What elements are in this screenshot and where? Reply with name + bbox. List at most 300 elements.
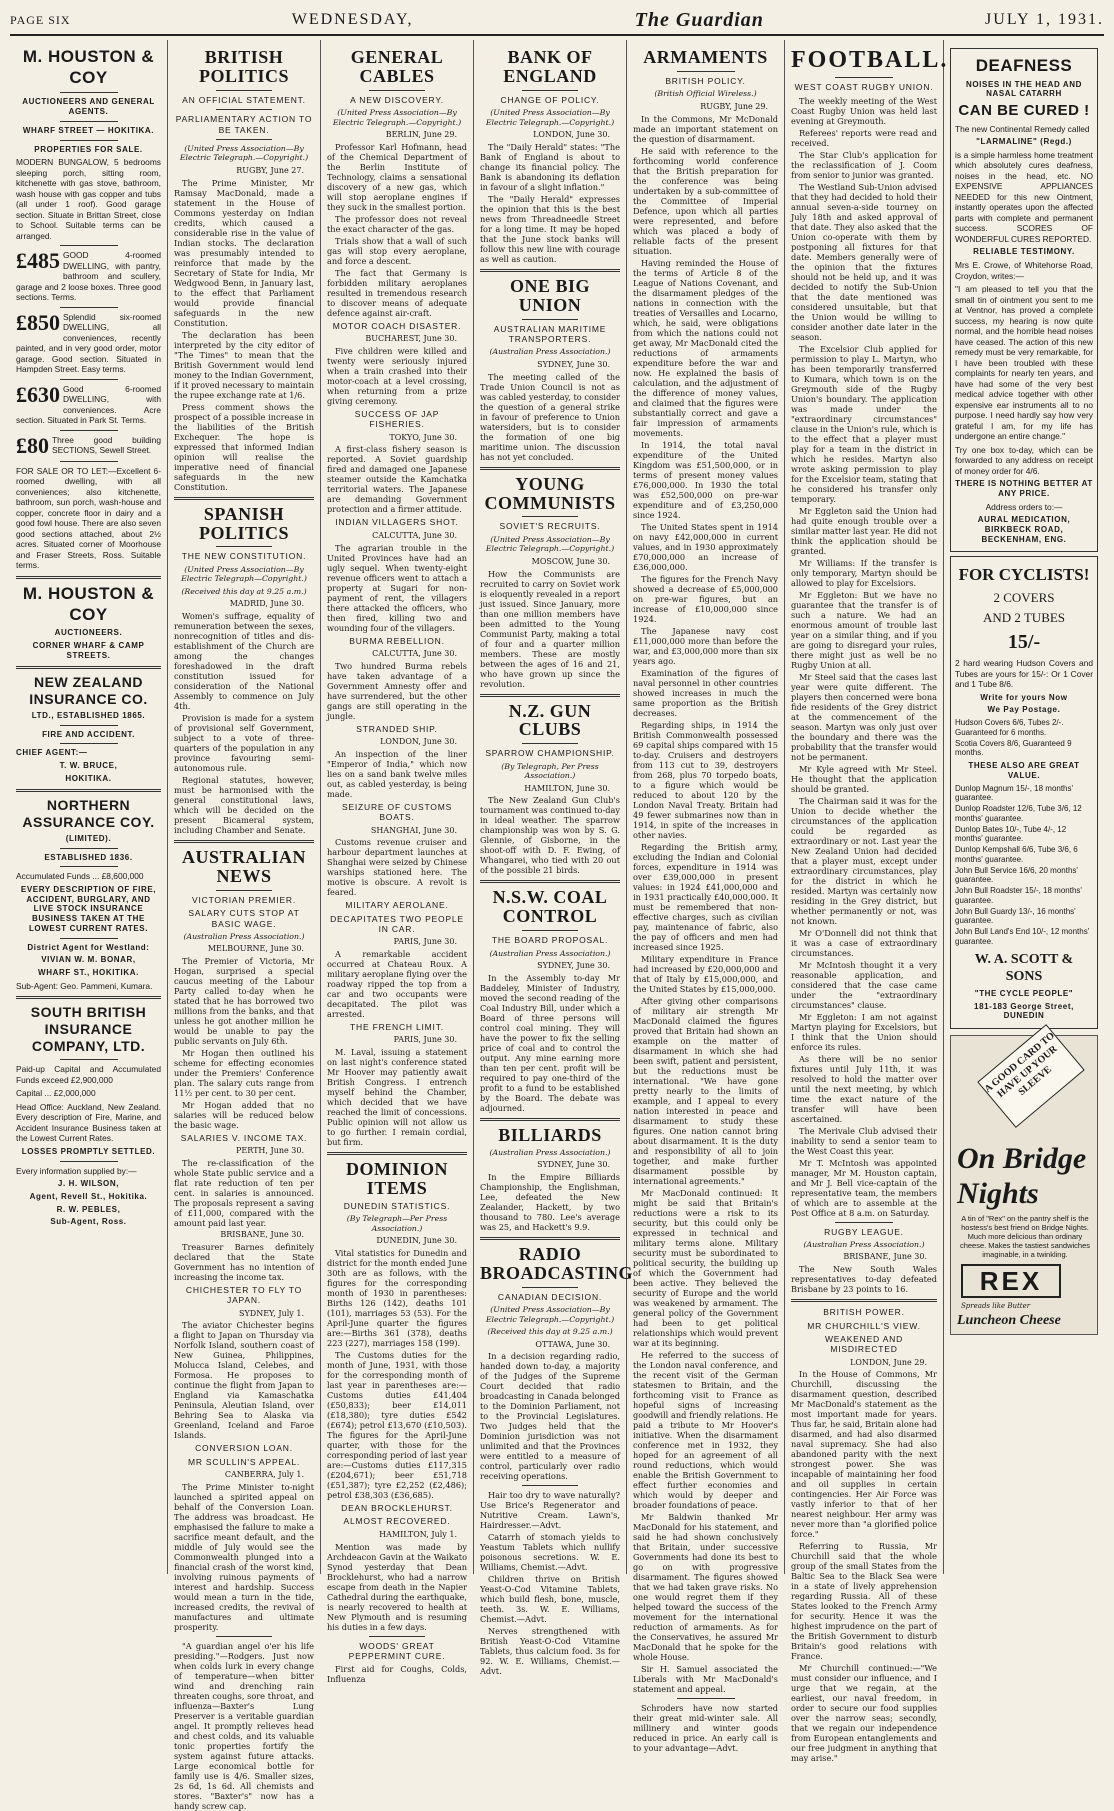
article-subhead: AUSTRALIAN MARITIME TRANSPORTERS.: [493, 323, 607, 345]
ad-address: WHARF STREET — HOKITIKA.: [22, 125, 155, 135]
ad-firm-name: NEW ZEALAND INSURANCE CO.: [29, 673, 148, 707]
article-dateline: BRISBANE, June 30.: [843, 1252, 927, 1262]
article-paragraph: Examination of the figures of naval personnel in other countries showed increases in much the same proportion as the British decreases.: [633, 667, 778, 718]
page-columns: [10, 40, 1104, 1811]
divider: [522, 743, 578, 744]
article-dateline: LONDON, June 30.: [533, 130, 610, 140]
article-source: (United Press Association—By Electric Telegraph.—Copyright.): [485, 1305, 615, 1324]
article-subhead: AN OFFICIAL STATEMENT.: [182, 94, 306, 105]
article-subhead: MR CHURCHILL'S VIEW.: [807, 1320, 921, 1331]
divider: [835, 1222, 893, 1223]
ad-firm-role: AUCTIONEERS AND GENERAL AGENTS.: [22, 97, 155, 117]
article-dateline: CANBERRA, July 1.: [224, 1470, 304, 1480]
ad-firm-role: AUCTIONEERS.: [54, 628, 123, 638]
article-paragraph: The "Daily Herald" states: "The Bank of England is about to change its financial policy. The Bank is abandoning its deflation in favour of a slight inflation.": [480, 141, 620, 192]
article-spanish-politics: [174, 505, 314, 835]
ad-call-to-action: Write for yours Now: [980, 692, 1068, 702]
article-paragraph: A first-class fishery season is reported. A Soviet guardship fired and damaged one Japanese steamer outside the Kamchatka territorial waters. The Japanese are demanding Government protection and a firmer attitude.: [327, 444, 467, 515]
article-subhead: SPARROW CHAMPIONSHIP.: [485, 748, 615, 759]
ad-firm-name: W. A. SCOTT & SONS: [974, 951, 1074, 984]
article-paragraph: Women's suffrage, equality of remuneration between the sexes, nonrecognition of titles and dis-establishment of the Church are among the changes foreshadowed in the draft constitution issued for consideration of the National Assembly to commence on July 4th.: [174, 611, 314, 711]
advertisement-text: First aid for Coughs, Colds, Influenza: [327, 1664, 467, 1685]
property-desc: Three good building SECTIONS, Sewell Street.: [52, 434, 161, 456]
ad-offer: AND 2 TUBES: [982, 609, 1066, 625]
article-subhead: BRITISH POWER.: [823, 1307, 905, 1318]
divider: [60, 379, 118, 380]
column-ads-left: [10, 40, 168, 1574]
ad-text: The new Continental Remedy called: [955, 123, 1090, 134]
divider: [60, 121, 118, 122]
playing-card-illustration: A GOOD CARD TO HAVE UP YOUR SLEEVE: [977, 1024, 1085, 1128]
article-subhead: PARLIAMENTARY ACTION TO BE TAKEN.: [175, 114, 313, 135]
ad-section-title: PROPERTIES FOR SALE.: [34, 144, 143, 154]
article-subhead: CONVERSION LOAN.: [195, 1443, 293, 1454]
divider: [60, 938, 118, 939]
divider: [369, 90, 425, 91]
ad-offer: 2 COVERS: [993, 590, 1055, 606]
divider: [791, 1299, 937, 1302]
article-source: (British Official Wireless.): [654, 89, 757, 99]
article-paragraph: The New South Wales representatives to-day defeated Brisbane by 23 points to 16.: [791, 1264, 937, 1295]
property-desc: GOOD 4-roomed DWELLING, with pantry, bathroom and scullery, garage and 2 loose boxes. Three good sections. Terms.: [16, 250, 161, 303]
ad-tagline: Spreads like Butter: [961, 1302, 1031, 1311]
property-price: £850: [16, 309, 60, 335]
divider: [369, 1636, 425, 1637]
article-subhead: SALARIES V. INCOME TAX.: [180, 1133, 308, 1144]
article-dateline: BUCHAREST, June 30.: [365, 334, 457, 344]
article-subhead: SUCCESS OF JAP FISHERIES.: [354, 409, 440, 430]
divider: [522, 90, 578, 91]
ad-headline: DEAFNESS: [975, 56, 1073, 75]
article-dateline: HAMILTON, June 30.: [524, 783, 610, 793]
divider: [480, 467, 620, 470]
ad-item: John Bull Service 16/6, 20 months' guarantee.: [955, 865, 1078, 885]
article-subhead: WEST COAST RUGBY UNION.: [794, 82, 934, 93]
divider: [216, 1636, 272, 1637]
ad-firm-name: M. HOUSTON & COY: [22, 47, 155, 87]
ad-address: AURAL MEDICATION, BIRKBECK ROAD, BECKENHAM, ENG.: [977, 515, 1071, 544]
article-subhead: BURMA REBELLION.: [349, 635, 445, 646]
article-paragraph: Mr McIntosh thought it a very reasonable application, and considered that the case came under the "extraordinary circumstances" clause.: [791, 959, 937, 1010]
article-paragraph: M. Laval, issuing a statement on last night's conference stated Mr Hoover may patiently await British Congress. I entrench myself behind the Chamber, which decided that we have reached the limit of concessions. Public opinion will not allow us to go further. I remain cordial, but firm.: [327, 1047, 467, 1148]
ad-agent-name: VIVIAN W. M. BONAR,: [41, 955, 136, 965]
article-dateline: MOSCOW, June 30.: [531, 556, 610, 566]
article-source: (United Press Association—By Electric Telegraph.—Copyright.): [485, 108, 615, 127]
article-australian-news: [174, 848, 314, 1811]
property-listing: [16, 250, 161, 303]
ad-text: 2 hard wearing Hudson Covers and Tubes are yours for 15/-: Or 1 Cover and 1 Tube 8/6.: [955, 658, 1093, 690]
divider: [174, 497, 314, 500]
ad-firm-name: SOUTH BRITISH INSURANCE COMPANY, LTD.: [30, 1004, 147, 1055]
article-source: (United Press Association—By Electric Telegraph.—Copyright.): [179, 143, 309, 163]
article-source: (United Press Association—By Electric Telegraph.—Copyright.): [332, 108, 462, 127]
article-dateline: LONDON, June 30.: [380, 737, 457, 747]
article-dateline: CALCUTTA, June 30.: [372, 530, 457, 540]
article-paragraph: Mr O'Donnell did not think that it was a case of extraordinary circumstances.: [791, 927, 937, 958]
divider: [522, 1485, 578, 1486]
article-dateline: TOKYO, June 30.: [389, 432, 457, 442]
divider: [522, 319, 578, 320]
article-bank-of-england: [480, 48, 620, 264]
article-source: (Australian Press Association.): [489, 1147, 611, 1157]
divider: [522, 1287, 578, 1288]
article-paragraph: In the House of Commons, Mr Churchill, discussing the disarmament question, described Mr MacDonald's statement as the most important made for years. Thus far, he said, Britain alone had disarmed, and had also disarmed naval supremacy. She had also abandoned parity with the next strongest power. She was incapable of maintaining her food and oil supplies in certain contingencies. Her Air Force was vastly inferior to that of her nearest neighbour. Her army was never more than "a glorified police force.": [791, 1369, 937, 1540]
article-paragraph: An inspection of the liner "Emperor of India," which now lies on a sand bank twelve miles out, as cabled yesterday, is being made.: [327, 748, 467, 799]
article-dateline: SYDNEY, June 30.: [537, 961, 610, 971]
ad-firm-name: M. HOUSTON & COY: [22, 583, 155, 624]
article-dominion-items: [327, 1160, 467, 1684]
ad-product: Luncheon Cheese: [957, 1313, 1061, 1329]
article-paragraph: A remarkable accident occurred at Chateau Roux. A military aeroplane flying over the roadway ripped the top from a car and two occupants were decapitated. The pilot was arrested.: [327, 949, 467, 1020]
ad-agent-name: J. H. WILSON,: [57, 1179, 120, 1189]
article-paragraph: In the Assembly to-day Mr Baddeley, Minister of Industry, moved the second reading of the Coal Industry Bill, under which a Board of three persons will control coal mining. They will have the power to fix the selling price of coal and to control the output. Any mine earning more than ten per cent. profit will be required to pay one-third of the profit to a fund to be established by the Board. The debate was adjourned.: [480, 972, 620, 1113]
divider: [216, 546, 272, 547]
ad-text: Address orders to:—: [985, 501, 1063, 512]
south-british-ad: [16, 1004, 161, 1227]
article-paragraph: The Star Club's application for the reclassification of J. Coom from senior to junior was granted.: [791, 149, 937, 180]
divider: [60, 1059, 118, 1060]
ad-item: Dunlop Kempshall 6/6, Tube 3/6, 6 months' guarantee.: [955, 845, 1078, 864]
article-source: (Australian Press Association.): [183, 931, 305, 941]
article-paragraph: Referees' reports were read and received.: [791, 127, 937, 148]
ad-agent-town: HOKITIKA.: [65, 773, 112, 783]
article-paragraph: He referred to the success of the London naval conference, and the recent visit of the German statesmen to Britain, and the forthcoming visit to France as hopeful signs of increasing goodwill and friendly relations. He paid a tribute to Mr Hoover's initiative. When the disarmament conference met in 1932, they hoped for an agreement of all round reductions, which would enable the British Government to effect further economies and which would by deeper and broader foundations of peace.: [633, 1349, 778, 1510]
article-dateline: BRISBANE, June 30.: [220, 1230, 304, 1240]
article-subhead: A NEW DISCOVERY.: [350, 94, 444, 105]
divider: [677, 71, 735, 72]
advertisement-title: WOODS' GREAT PEPPERMINT CURE.: [348, 1640, 446, 1661]
divider: [16, 576, 161, 579]
ad-agent-address: Sub-Agent, Ross.: [50, 1217, 127, 1227]
divider: [522, 930, 578, 931]
article-paragraph: Mr MacDonald continued: It might be said that Britain's reductions were a risk to its security, but this could only be expressed in technical and military terms alone. Military security must be subordinated to political security, the building up of which the Government had been active. They believed the security of Europe and the world was weakened by armament. The general policy of the Government had been to get political relationships which would prevent war at its beginning.: [633, 1187, 778, 1348]
article-subhead: MR SCULLIN'S APPEAL.: [187, 1456, 301, 1467]
ad-text: Try one box to-day, which can be forwarded to any address on receipt of money order for 4/6.: [955, 444, 1093, 476]
article-source: (By Telegraph—Per Press Association.): [346, 1214, 448, 1233]
article-subhead: THE NEW CONSTITUTION.: [181, 551, 307, 562]
divider: [480, 269, 620, 272]
article-young-communists: [480, 475, 620, 689]
article-source: (Australian Press Association.): [489, 948, 611, 958]
rex-logo: REX: [961, 1264, 1061, 1298]
article-general-cables: [327, 48, 467, 1147]
article-paragraph: The Excelsior Club applied for permission to play L. Martyn, who has been temporarily transferred to Kumara, which town is on the Greymouth side of the Rugby Union's boundary. The application was made under the "extraordinary circumstances" clause in the Union's rule, which is to the effect that a player must play for a team in the district in which he resides. Martyn also wrote asking permission to play for the Excelsior team, stating that he considered his transfer only temporary.: [791, 343, 937, 504]
article-paragraph: Mention was made by Archdeacon Gavin at the Waikato Synod yesterday that Dean Brocklehurst, who had a narrow escape from death in the Napier Cathedral during the earthquake, is nearly recovered to health at New Plymouth and is resuming his duties in a few days.: [327, 1541, 467, 1632]
column-armaments: [627, 40, 785, 1753]
column-ads-right: [944, 40, 1104, 1574]
ad-text: A tin of "Rex" on the pantry shelf is the hostess's best friend on Bridge Nights. Much more delicious than ordinary cheese. Makes the tastiest sandwiches imaginable, in a twinkling.: [959, 1214, 1091, 1260]
ad-address: CORNER WHARF & CAMP STREETS.: [32, 641, 145, 660]
ad-capital: Paid-up Capital and Accumulated Funds exceed £2,900,000: [16, 1064, 161, 1085]
article-dateline: MELBOURNE, June 30.: [207, 944, 304, 954]
article-one-big-union: [480, 277, 620, 462]
divider: [16, 666, 161, 669]
article-paragraph: The New Zealand Gun Club's tournament was continued to-day in ideal weather. The sparrow championship was won by S. G. Glennie, of Gisborne, in the shoot-off with D. F. Ewing, of Whangarei, who tied with 20 out of the possible 21 birds.: [480, 795, 620, 876]
ad-agent-address: Agent, Revell St., Hokitika.: [29, 1191, 148, 1201]
article-headline: N.S.W. COAL CONTROL: [492, 887, 608, 927]
property-price: £630: [16, 381, 60, 407]
ad-district: District Agent for Westland:: [27, 942, 150, 952]
northern-assurance-ad: [16, 797, 161, 992]
ad-info: Every information supplied by:—: [16, 1165, 137, 1176]
article-paragraph: In 1914, the total naval expenditure of the United Kingdom was £51,500,000, or in terms of present money values £76,000,000. In 1930 the total was £52,500,000 on pre-war expenditure and of £3,250,000 since 1924.: [633, 439, 778, 520]
article-dateline: SYDNEY, July 1.: [239, 1308, 304, 1318]
article-paragraph: Mr Eggleton: But we have no guarantee that the transfer is of such a nature. We had an enormous amount of trouble last year on a similar thing, and if you are going to disregard your rules, there might just as well be no Rugby Union at all.: [791, 589, 937, 670]
divider: [60, 866, 118, 867]
ad-firm-ltd: (LIMITED).: [65, 833, 112, 843]
ad-subhead: NOISES IN THE HEAD AND NASAL CATARRH: [965, 79, 1083, 99]
ad-sub-agent: Sub-Agent: Geo. Pammeni, Kumara.: [16, 980, 153, 991]
column-news: [474, 40, 634, 1677]
divider: [16, 996, 161, 999]
article-subhead: SOVIET'S RECRUITS.: [499, 521, 601, 532]
article-paragraph: Provision is made for a system of provisional self Government, subject to a vote of three-quarters of the population in any province favouring semi-autonomous rule.: [174, 713, 314, 773]
article-dateline: SHANGHAI, June 30.: [370, 825, 457, 835]
ad-settled: LOSSES PROMPTLY SETTLED.: [21, 1146, 156, 1156]
divider: [480, 694, 620, 697]
article-dateline: DUNEDIN, June 30.: [376, 1236, 457, 1246]
article-armaments: [633, 48, 778, 1753]
article-paragraph: Mr Baldwin thanked Mr MacDonald for his statement, and said he had shown conclusively that Britain, under successive Governments had done its best to go on with progressive disarmament. The figures showed that we had taken grave risks. No one would regret them if they helped toward the success of the movement for the international reduction of armaments. As for the Conservatives, he assured Mr MacDonald that he spoke for the whole House.: [633, 1511, 778, 1662]
article-paragraph: Regarding the British army, excluding the Indian and Colonial forces, expenditure in 1914 was over £39,000,000 in present values: in 1924 £41,000,000 and in 1931 practically £40,000,000. It must be remembered that non-effective charges, such as civilian pay, maintenance of fabric, also the pay of officers and men had increased since 1925.: [633, 841, 778, 952]
ad-subhead: THESE ALSO ARE GREAT VALUE.: [968, 761, 1080, 780]
article-dateline: LONDON, June 29.: [850, 1357, 927, 1367]
issue-date: JULY 1, 1931.: [985, 11, 1104, 28]
article-headline: FOOTBALL.: [791, 47, 949, 73]
divider: [60, 461, 118, 462]
divider: [327, 1152, 467, 1155]
article-paragraph: In a decision regarding radio, handed down to-day, a majority of the Judges of the Supreme Court decided that radio broadcasting in Canada belonged to the Dominion Parliament, not to the Provincial Legislatures. Two Judges held that the Dominion jurisdiction was not unlimited and that the Provinces were entitled to a measure of control, particularly over radio receiving operations.: [480, 1351, 620, 1482]
article-paragraph: Mr Williams: If the transfer is only temporary, Martyn should be allowed to play for Excelsiors.: [791, 557, 937, 588]
article-radio-broadcasting: [480, 1243, 634, 1677]
ad-text: "I am pleased to tell you that the small tin of ointment you sent to me at Ventnor, has proved a complete success, my hearing is now quite normal, and the horrible head noises have ceased. The action of this new remedy must be very remarkable, for I have been troubled with these complaints for nearly ten years, and have had some of the very best medical advice together with other expensive ear instruments all to no purpose. I need hardly say how very grateful I am, for my life has undergone an entire change.": [955, 284, 1093, 442]
advertisement-text: Schroders have now started their great mid-winter sale. All millinery and winter goods reduced in price. An early call is to your advantage—Advt.: [633, 1702, 778, 1753]
property-listing: FOR SALE OR TO LET:—Excellent 6-roomed dwelling, with all conveniences; also kitchenette, bathroom, sun porch, wash-house and copper, concrete floor in dairy and a good fowl house. There are also seven good sections attached, about 2½ acres. Situated corner of Moorhouse and Fraser Streets, Ross. Suitable terms.: [16, 465, 161, 571]
ad-description: EVERY DESCRIPTION OF FIRE, ACCIDENT, BURGLARY, AND LIVE STOCK INSURANCE BUSINESS TAKEN AT THE LOWEST CURRENT RATES.: [20, 884, 157, 933]
ad-established: LTD., ESTABLISHED 1865.: [31, 710, 146, 720]
article-paragraph: In the Commons, Mr McDonald made an important statement on the question of disarmament.: [633, 113, 778, 144]
article-headline: BILLIARDS: [498, 1124, 602, 1145]
article-subhead: STRANDED SHIP.: [356, 723, 438, 734]
article-source: (United Press Association—By Electric Telegraph.—Copyright.): [485, 534, 615, 554]
article-paragraph: The declaration has been interpreted by the city editor of "The Times" to mean that the British Government would lend money to the Indian Government, if it proved necessary to maintain the rupee exchange rate at 1/6.: [174, 329, 314, 400]
article-paragraph: Regional statutes, however, must be harmonised with the general constitutional laws, which will be decided on the present Bicameral system, including Chamber and Senate.: [174, 775, 314, 835]
article-received: (Received this day at 9.25 a.m.): [487, 1327, 613, 1337]
advertisement-text: Nerves strengthened with British Yeast-O-Cod Vitamine Tablets, thus calcium food. 3s for 92. W. E. Williams, Chemist.—Advt.: [480, 1626, 620, 1677]
article-paragraph: Mr Steel said that the cases last year were quite different. The players then concerned were bona fide residents of the Grey district at the commencement of the season. Martyn was only just over the boundary and there was the probability that the transfer would not be permanent.: [791, 671, 937, 762]
ad-agent-name: T. W. BRUCE,: [59, 761, 118, 771]
article-paragraph: The professor does not reveal the exact character of the gas.: [327, 213, 467, 234]
article-dateline: BERLIN, June 29.: [385, 130, 457, 140]
ad-subhead: THERE IS NOTHING BETTER AT ANY PRICE.: [955, 479, 1093, 498]
article-headline: YOUNG COMMUNISTS: [484, 473, 616, 513]
article-paragraph: The Chairman said it was for the Union to decide whether the circumstances of the application could be regarded as extraordinary or not. Last year the New Zealand Union had decided that a player must, except under extraordinary circumstances, play for the district in which he resided. Martyn was certainly now residing in the Grey district, but whether permanently or not, was not known.: [791, 795, 937, 926]
divider: [216, 139, 272, 140]
article-subhead: THE BOARD PROPOSAL.: [491, 935, 609, 946]
article-paragraph: The aviator Chichester begins a flight to Japan on Thursday via Norfolk Island, southern coast of New Guinea, Philippines, Molucca Island, Celebes, and Formosa. He proposes to continue the flight from Japan to England via Kamaschatka Peninsula, Aleutian Island, over Behring Sea to Alaska via Greenland, Iceland and Faroe Islands.: [174, 1320, 314, 1441]
article-paragraph: The United States spent in 1914 on navy £42,000,000 in current values, and in 1930 approximately £70,000,000 an increase of £36,000,000.: [633, 521, 778, 572]
article-source: (By Telegraph, Per Press Association.): [501, 761, 599, 781]
ad-item: John Bull Land's End 10/-, 12 months' guarantee.: [955, 927, 1090, 946]
article-subhead: ALMOST RECOVERED.: [343, 1516, 451, 1527]
article-subhead: MILITARY AEROLANE.: [345, 900, 449, 911]
divider: [60, 430, 118, 431]
deafness-ad: [950, 48, 1098, 552]
article-subhead: CHANGE OF POLICY.: [500, 94, 600, 105]
article-paragraph: The agrarian trouble in the United Provinces have had an ugly sequel. When twenty-eight revenue officers went to attach a property at Sugari for non-payment of rent, the villagers there attacked the officers, who then fired, killing two and wounding four of the villagers.: [327, 542, 467, 633]
property-listing: MODERN BUNGALOW, 5 bedrooms sleeping porch, sitting room, kitchenette with gas stove, bathroom, wash house with gas copper and tubs (all under 1 roof). Good garage section. Situate in Brittan Street, close to School. Suitable terms can be arranged.: [16, 157, 161, 241]
article-dateline: RUGBY, June 27.: [236, 165, 304, 175]
ad-firm-tagline: "THE CYCLE PEOPLE": [974, 988, 1074, 998]
article-paragraph: The fact that Germany is forbidden military aeroplanes resulted in tremendous research to discover means of adequate defence against air-craft.: [327, 267, 467, 318]
article-subhead: RUGBY LEAGUE.: [824, 1226, 904, 1237]
article-paragraph: Regarding ships, in 1914 the British Commonwealth possessed 69 capital ships compared with 15 to-day. Cruisers and destroyers from 113 cut to 39, destroyers from 268, plus 70 torpedo boats, to a figure which would be reduced to about 120 by the London Naval Treaty. Britain had 49 fewer submarines now than in 1914, in spite of the increases in other navies.: [633, 719, 778, 840]
ad-address: WHARF ST., HOKITIKA.: [38, 968, 139, 977]
ad-address: 181-183 George Street, DUNEDIN: [974, 1001, 1074, 1021]
property-desc: Splendid six-roomed DWELLING, all conveniences, recently painted, and in very good order, motor garage. Good section. Situated in Hampden Street. Easy terms.: [16, 311, 161, 375]
article-paragraph: Having reminded the House of the terms of Article 8 of the League of Nations Covenant, and the disarmament pledges of the nations in connection with the treaties of Versailles and Locarno, which, he said, were obligations from which the nations could not get away, Mr MacDonald cited the reductions of armaments expenditure before the war and now. He explained the basis of calculation, and the adjustment of the difference of money values, and claimed that the figures were substantially correct and gave a fair impression of armaments movements.: [633, 257, 778, 438]
article-paragraph: Military expenditure in France had increased by £20,000,000 and that of Italy by £15,000,000, and the United States by £15,000,000.: [633, 953, 778, 994]
article-subhead: WEAKENED AND MISDIRECTED: [824, 1333, 904, 1355]
ad-headline: FOR CYCLISTS!: [958, 565, 1090, 585]
article-paragraph: Two hundred Burma rebels have taken advantage of a Government Amnesty offer and have surrendered, but the other gangs are still operating in the jungle.: [327, 660, 467, 721]
article-paragraph: How the Communists are recruited to carry on Soviet work is eloquently revealed in a report just issued. Since January, more than one million members have been admitted to the Young Communist Party, making a total of four and a quarter million members. These are mostly between the ages of 16 and 21, who have grown up since the revolution.: [480, 568, 620, 689]
article-paragraph: Mr Eggleton: I am not against Martyn playing for Excelsiors, but I think that the Union should enforce its rules.: [791, 1011, 937, 1052]
article-gun-clubs: [480, 702, 620, 876]
article-paragraph: The Customs duties for the month of June, 1931, with those for the corresponding month of last year in parentheses are:—Customs duties £41,404 (£50,833); beer £14,011 (£18,380); tyre duties £542 (£674); petrol £13,670 (£10,503). The figures for the April-June quarter, with those for the corresponding period of last year are:—Customs duties £117,315 (£204,671); beer £51,718 (£51,387); tyre £2,252 (£2,486); petrol £38,303 (£36,685).: [327, 1350, 467, 1501]
article-subhead: MOTOR COACH DISASTER.: [332, 320, 462, 331]
divider: [60, 848, 118, 849]
rex-cheese-ad: [950, 1030, 1098, 1335]
article-paragraph: The figures for the French Navy showed a decrease of £5,000,000 on pre-war figures, but an increase of £10,000,000 since 1924.: [633, 573, 778, 624]
ad-item: Hudson Covers 6/6, Tubes 2/-. Guaranteed for 6 months.: [955, 718, 1064, 737]
ad-head-office: Head Office: Auckland, New Zealand. Every description of Fire, Marine, and Accident Insurance Business taken at the Lowest Current Rates.: [16, 1101, 161, 1144]
article-subhead: SALARY CUTS STOP AT BASIC WAGE.: [188, 908, 300, 929]
article-source: (Australian Press Association.): [489, 347, 611, 357]
column-politics: [168, 40, 321, 1811]
ad-item: Dunlop Bates 10/-, Tube 4/-, 12 months' guarantee.: [955, 824, 1067, 844]
divider: [480, 1118, 620, 1121]
article-british-politics: [174, 48, 314, 492]
article-paragraph: Mr Hogan added that no salaries will be reduced below the basic wage.: [174, 1100, 314, 1131]
article-headline: AUSTRALIAN NEWS: [181, 847, 307, 886]
divider: [677, 1698, 735, 1699]
article-paragraph: After giving other comparisons of military air strength Mr MacDonald claimed the figures proved that Britain had shown an example on the matter of disarmament in which she had been swift, patient and persistent, but the reductions must be international. "We have gone pretty nearly to the limits of example, and I appeal to every nation interested in peace and disarmament to study these figures. One nation cannot bring about disarmament. It is the duty and responsibility of all to join together, and make further disarmament possible by international agreements.": [633, 995, 778, 1186]
property-price: £80: [16, 432, 49, 458]
article-headline: ARMAMENTS: [643, 47, 768, 67]
ad-item: John Bull Roadster 15/-, 18 months' guarantee.: [955, 886, 1082, 905]
property-desc: Good 6-roomed DWELLING, with conveniences. Acre section. Situated in Park St. Terms.: [16, 383, 161, 426]
ad-item: Scotia Covers 8/6, Guaranteed 9 months.: [955, 738, 1072, 758]
divider: [174, 840, 314, 843]
ad-insurance-type: FIRE AND ACCIDENT.: [42, 729, 135, 739]
article-paragraph: Treasurer Barnes definitely declared that the State Government has no intention of increasing the income tax.: [174, 1241, 314, 1282]
ad-item: John Bull Guardy 13/-, 16 months' guarantee.: [955, 906, 1076, 926]
article-billiards: [480, 1126, 620, 1232]
advertisement-text: "A guardian angel o'er his life presiding."—Rodgers. Just now when colds lurk in every change of temperature—when bitter wind and drenching rain threaten coughs, sore throat, and influenza—Baxter's Lung Preserver is a veritable guardian angel. It promptly relieves head and chest colds, and its valuable tonic properties fortify the system against future attacks. Large economical bottle for family use is 4/6. Smaller sizes, 2s 6d, 1s 6d. All chemists and stores. "Baxter's" now has a handy screw cap.: [174, 1640, 314, 1811]
advertisement-text: Hair too dry to wave naturally? Use Brice's Regenerator and Nutritive Cream. Lawn's, Hairdresser.—Advt.: [480, 1490, 620, 1531]
article-dateline: SYDNEY, June 30.: [537, 359, 610, 369]
nz-insurance-ad: [16, 674, 161, 784]
article-dateline: HAMILTON, July 1.: [379, 1529, 457, 1539]
ad-capital-2: Capital ... £2,000,000: [16, 1088, 96, 1099]
divider: [522, 516, 578, 517]
article-headline: GENERAL CABLES: [350, 47, 444, 86]
advertisement-text: Children thrive on British Yeast-O-Cod Vitamine Tablets, which build flesh, bone, muscle, teeth. 3s. W. E. Williams, Chemist.—Advt.: [480, 1574, 620, 1625]
divider: [835, 77, 893, 78]
article-dateline: PARIS, June 30.: [393, 937, 457, 947]
houston-ad: [16, 47, 161, 571]
article-paragraph: The Prime Minister to-night launched a spirited appeal on behalf of the Conversion Loan. The address was broadcast. He emphasised the failure to make a sacrifice meant default, and the middle of July would see the Commonwealth plunged into a financial crash of the worst kind, involving ruinous payments of interest and hardship. Success would mean a turn in the tide, increased credits, the revival of manufactures and ultimate prosperity.: [174, 1481, 314, 1632]
divider: [60, 1161, 118, 1162]
ad-subhead: RELIABLE TESTIMONY.: [973, 247, 1075, 257]
article-headline: RADIO BROADCASTING: [480, 1243, 634, 1283]
article-source: (United Press Association—By Electric Telegraph—Copyright.): [181, 564, 307, 584]
article-paragraph: In the Empire Billiards Championship, the Englishman, Lee, defeated the New Zealander, Hackett, by two thousand to 780. Lee's average was 25, and Hackett's 9.9.: [480, 1171, 620, 1232]
ad-price: 15/-: [1007, 630, 1041, 653]
article-football: [791, 47, 949, 1764]
article-paragraph: Mr Hogan then outlined his scheme for effecting economies under the Premiers' Conference plan. The salary cuts range from 11½ per cent. to 30 per cent.: [174, 1048, 314, 1099]
property-listing: [16, 381, 161, 426]
article-subhead: CANADIAN DECISION.: [497, 1291, 603, 1302]
article-dateline: MADRID, June 30.: [229, 599, 304, 609]
article-paragraph: The Premier of Victoria, Mr Hogan, surprised a special caucus meeting of the Labour Party called to-day when he stated that he has borrowed two millions from the banks, and that unless he got another million he would be unable to pay the public servants on July 6th.: [174, 956, 314, 1047]
divider: [60, 743, 118, 744]
article-received: (Received this day at 9.25 a.m.): [181, 586, 307, 596]
article-paragraph: The meeting called of the Trade Union Council is not as was cabled yesterday, to consider the question of a general strike in favour of preference to Union watersiders, but is to consider the formation of one big maritime union. The discussion has not yet concluded.: [480, 371, 620, 462]
masthead: [10, 6, 1104, 36]
article-source: (Australian Press Association.): [803, 1239, 925, 1249]
ad-postage: We Pay Postage.: [987, 705, 1061, 715]
article-paragraph: Mr Churchill continued:—"We must consider our influence, and I urge that we regain, at the earliest, our naval freedom, in order to secure our food supplies over the narrow seas; secondly, that we regain our independence from European entanglements and our free judgment in anything that may arise.": [791, 1663, 937, 1764]
ad-firm-name: NORTHERN ASSURANCE COY.: [22, 796, 155, 830]
article-subhead: BRITISH POLICY.: [665, 75, 746, 86]
article-dateline: PARIS, June 30.: [393, 1035, 457, 1045]
article-subhead: DEAN BROCKLEHURST.: [341, 1503, 453, 1514]
article-subhead: CHICHESTER TO FLY TO JAPAN.: [185, 1284, 303, 1306]
article-dateline: RUGBY, June 29.: [700, 101, 768, 111]
divider: [480, 1237, 620, 1240]
divider: [60, 245, 118, 246]
article-coal-control: [480, 888, 620, 1112]
article-paragraph: Professor Karl Hofmann, head of the Chemical Department of the Berlin Institute of Technology, claims a sensational discovery of a new gas, which will stop aeroplane engines if they suck in the smallest portion.: [327, 141, 467, 212]
ad-established: ESTABLISHED 1836.: [44, 852, 133, 862]
article-paragraph: Trials show that a wall of such gas will stop every aeroplane, and force a descent.: [327, 235, 467, 266]
divider: [60, 140, 118, 141]
property-listing: [16, 432, 161, 458]
article-dateline: CALCUTTA, June 30.: [372, 648, 457, 658]
article-paragraph: Customs revenue cruiser and harbour department launches at Shanghai were seized by Chinese warships stationed here. The motive is obscure. A revolt is feared.: [327, 837, 467, 898]
divider: [216, 890, 272, 891]
ad-headline: CAN BE CURED !: [958, 102, 1090, 120]
houston-ad-2: [16, 584, 161, 661]
divider: [216, 90, 272, 91]
article-headline: SPANISH POLITICS: [198, 503, 290, 543]
divider: [480, 880, 620, 883]
divider: [16, 789, 161, 792]
article-paragraph: Mr Eggleton said the Union had had quite enough trouble over a similar matter last year. He did not think the application should be granted.: [791, 505, 937, 556]
article-paragraph: Referring to Russia, Mr Churchill said that the whole group of the small States from the Baltic Sea to the Black Sea were in a state of lively apprehension regarding Russia. All of these States looked to the French Army for security. Hence it was the highest imprudence on the part of the British Government to disturb Britain's good relations with France.: [791, 1541, 937, 1662]
article-paragraph: Mr T. McIntosh was appointed manager, Mr M. Houston captain, and Mr J. Bell vice-captain of the representative team, the members of which are to assemble at the Post Office at 8 a.m. on Saturday.: [791, 1157, 937, 1218]
advertisement-text: Catarrh of stomach yields to Yeastum Tablets which nullify poisonous secretions. W. E. Williams, Chemist.—Advt.: [480, 1532, 620, 1573]
article-subhead: DUNEDIN STATISTICS.: [343, 1200, 451, 1211]
divider: [60, 307, 118, 308]
article-headline: N.Z. GUN CLUBS: [508, 700, 592, 740]
article-paragraph: The Westland Sub-Union advised that they had decided to hold their annual seven-a-side tourney on July 18th and asked approval of that date. They also asked that the Union co-operate with them by postponing all fixtures for that date. Members generally were of the opinion that the fixtures should not be held up, and it was decided to notify the Sub-Union that the date mentioned was considered unsuitable, but that the Union would be willing to consider another date later in the season.: [791, 181, 937, 342]
article-subhead: THE FRENCH LIMIT.: [350, 1022, 444, 1033]
article-paragraph: Five children were killed and twenty were seriously injured when a train crashed into their motor-coach at a level crossing, when returning from a prize giving ceremony.: [327, 346, 467, 406]
article-paragraph: Press comment shows the prospect of a possible increase in the liabilities of the British Exchequer. The hope is expressed that informed Indian opinion will realise the imperative need of financial safeguards in the new Constitution.: [174, 401, 314, 492]
